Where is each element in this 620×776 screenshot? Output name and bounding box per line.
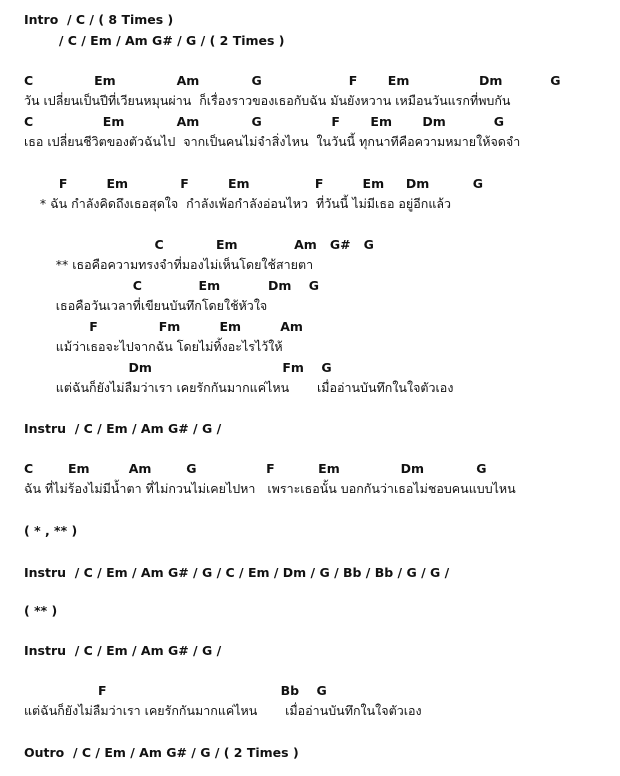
instru-line-3: Instru / C / Em / Am G# / G /: [24, 643, 222, 658]
chorus-lyric-2: เธอคือวันเวลาที่เขียนบันทึกโดยใช้หัวใจ: [24, 298, 268, 313]
outro-line: Outro / C / Em / Am G# / G / ( 2 Times ): [24, 745, 299, 760]
verse1-chords-2: C Em Am G F Em Dm G: [24, 114, 504, 129]
chorus-chords-4: Dm Fm G: [24, 360, 332, 375]
prechorus-chords: F Em F Em F Em Dm G: [24, 176, 484, 191]
chorus-chords-3: F Fm Em Am: [24, 319, 303, 334]
verse2-chords: C Em Am G F Em Dm G: [24, 461, 487, 476]
ending-chords: F Bb G: [24, 683, 327, 698]
verse1-chords-1: C Em Am G F Em Dm G: [24, 73, 561, 88]
ending-lyric: แต่ฉันก็ยังไม่ลืมว่าเรา เคยรักกันมากแค่ไหน เมื่ออ่านบันทึกในใจตัวเอง: [24, 703, 422, 718]
chorus-lyric-3: แม้ว่าเธอจะไปจากฉัน โดยไม่ทิ้งอะไรไว้ให้: [24, 339, 283, 354]
instru-line-1: Instru / C / Em / Am G# / G /: [24, 421, 222, 436]
repeat-marker-2: ( ** ): [24, 603, 58, 618]
intro-line-2: / C / Em / Am G# / G / ( 2 Times ): [24, 33, 285, 48]
verse2-lyric: ฉัน ที่ไม่ร้องไม่มีน้ำตา ที่ไม่กวนไม่เคยไปหา เพราะเธอนั้น บอกกันว่าเธอไม่ชอบคนแบบไหน: [24, 481, 516, 496]
verse1-lyric-2: เธอ เปลี่ยนชีวิตของตัวฉันไป จากเป็นคนไม่จำสิ่งไหน ในวันนี้ ทุกนาทีคือความหมายให้จดจำ: [24, 134, 521, 149]
repeat-marker-1: ( * , ** ): [24, 523, 78, 538]
verse1-lyric-1: วัน เปลี่ยนเป็นปีที่เวียนหมุนผ่าน ก็เรื่องราวของเธอกับฉัน มันยังหวาน เหมือนวันแรกที่พบกัน: [24, 93, 511, 108]
intro-line-1: Intro / C / ( 8 Times ): [24, 12, 174, 27]
chorus-lyric-1: ** เธอคือความทรงจำที่มองไม่เห็นโดยใช้สายตา: [24, 257, 314, 272]
chorus-lyric-4: แต่ฉันก็ยังไม่ลืมว่าเรา เคยรักกันมากแค่ไหน เมื่ออ่านบันทึกในใจตัวเอง: [24, 380, 454, 395]
instru-line-2: Instru / C / Em / Am G# / G / C / Em / Dm / G / Bb / Bb / G / G /: [24, 565, 450, 580]
chorus-chords-2: C Em Dm G: [24, 278, 320, 293]
chorus-chords-1: C Em Am G# G: [24, 237, 374, 252]
prechorus-lyric: * ฉัน กำลังคิดถึงเธอสุดใจ กำลังเพ้อกำลังอ่อนไหว ที่วันนี้ ไม่มีเธอ อยู่อีกแล้ว: [24, 196, 452, 211]
